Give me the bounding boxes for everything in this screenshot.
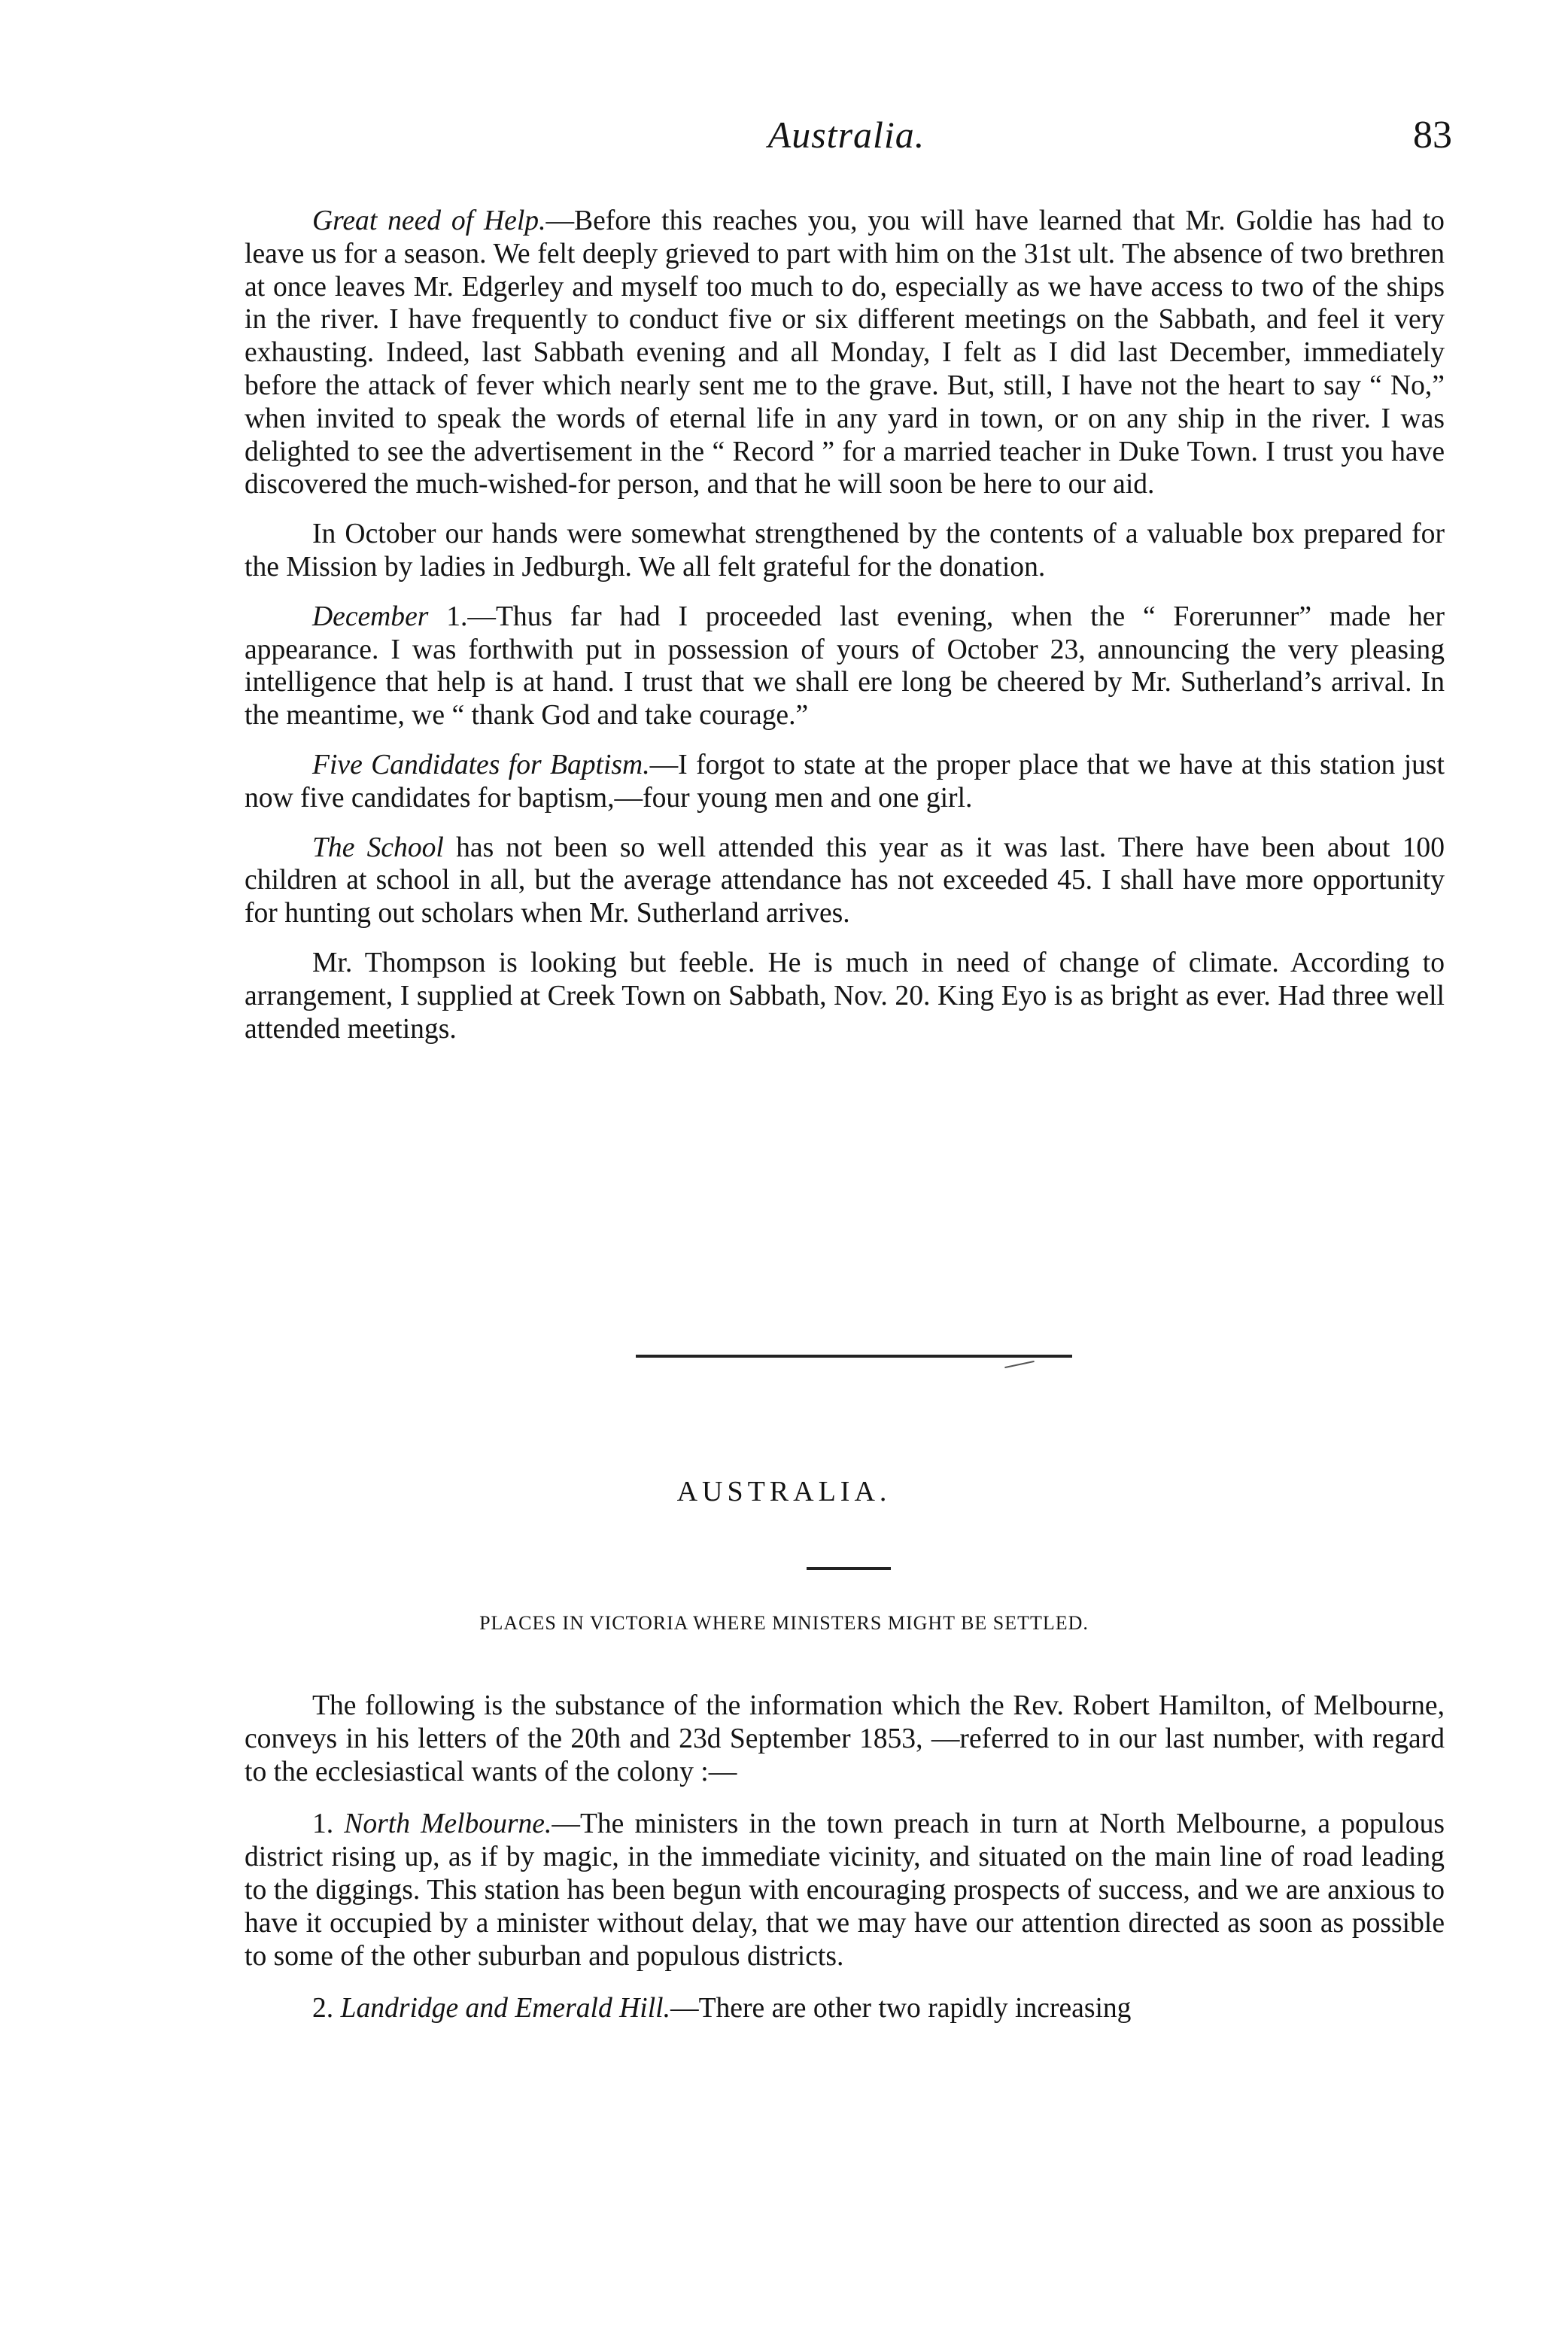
divider-ink-mark	[1004, 1361, 1035, 1368]
paragraph-december-1	[245, 601, 1445, 732]
item-number: 2.	[312, 1993, 341, 2024]
paragraph-text: 1.—Thus far had I proceeded last evening, when the “ Forerunner” made her appearance. I was forthwith put in possession of yours of October 23, announcing the very pleasing intelligence that help is at hand. I trust that we shall ere long be cheered by Mr. Sutherland’s arrival. In the meantime, we “ thank God and take courage.”	[245, 601, 1445, 732]
paragraph-text: —Before this reaches you, you will have learned that Mr. Goldie has had to leave us for a season. We felt deeply grieved to part with him on the 31st ult. The absence of two brethren at once leaves Mr. Edgerley and myself too much to do, especially as we have access to two of the ships in the river. I have frequently to conduct five or six different meetings on the Sabbath, and feel it very exhausting. Indeed, last Sabbath evening and all Monday, I felt as I did last December, immediately before the attack of fever which nearly sent me to the grave. But, still, I have not the heart to say “ No,” when invited to speak the words of eternal life in any yard in town, or on any ship in the river. I was delighted to see the advertisement in the “ Record ” for a married teacher in Duke Town. I trust you have discovered the much-wished-for person, and that he will soon be here to our aid.	[245, 205, 1445, 500]
paragraph-introduction	[245, 1690, 1445, 1788]
paragraph-text: has not been so well attended this year as it was last. There have been about 100 children at school in all, but the average attendance has not exceeded 45. I shall have more opportunity for hunting out scholars when Mr. Sutherland arrives.	[245, 832, 1445, 929]
australia-article	[245, 1690, 1445, 2025]
paragraph-text: —There are other two rapidly increasing	[670, 1993, 1132, 2024]
section-subtitle: PLACES IN VICTORIA WHERE MINISTERS MIGHT BE SETTLED.	[479, 1612, 1089, 1634]
paragraph-lead: North Melbourne.	[344, 1808, 552, 1840]
paragraph-text: —The ministers in the town preach in turn at North Melbourne, a populous district rising up, as if by magic, in the immediate vicinity, and situated on the main line of road leading to the diggings. This station has been begun with encouraging prospects of success, and we are anxious to have it occupied by a minister without delay, that we may have our attention directed as soon as possible to some of the other suburban and populous districts.	[245, 1808, 1445, 1972]
paragraph-lead: The School	[312, 832, 444, 863]
paragraph-lead: Landridge and Emerald Hill.	[340, 1993, 670, 2024]
paragraph-text: In October our hands were somewhat strengthened by the contents of a valuable box prepared for the Mission by ladies in Jedburgh. We all felt grateful for the donation.	[245, 519, 1445, 583]
paragraph-landridge-emerald-hill	[245, 1992, 1445, 2025]
paragraph-candidates-for-baptism	[245, 749, 1445, 815]
section-title: AUSTRALIA.	[676, 1476, 892, 1507]
letter-continuation	[245, 205, 1445, 1045]
item-number: 1.	[312, 1808, 345, 1840]
paragraph-mr-thompson	[245, 947, 1445, 1045]
paragraph-great-need-of-help	[245, 205, 1445, 501]
page-number: 83	[1413, 114, 1452, 157]
title-underline-rule	[807, 1567, 891, 1570]
paragraph-jedburgh-box	[245, 518, 1445, 584]
paragraph-text: Mr. Thompson is looking but feeble. He is much in need of change of climate. According to arrangement, I supplied at Creek Town on Sabbath, Nov. 20. King Eyo is as bright as ever. Had three well attended meetings.	[245, 947, 1445, 1045]
paragraph-text: The following is the substance of the information which the Rev. Robert Hamilton, of Melbourne, conveys in his letters of the 20th and 23d September 1853, —referred to in our last number, with regard to the ecclesiastical wants of the colony :—	[245, 1690, 1445, 1787]
page-header	[241, 113, 1452, 166]
running-head: Australia.	[767, 114, 925, 156]
paragraph-the-school	[245, 832, 1445, 930]
paragraph-lead: Five Candidates for Baptism.	[312, 749, 650, 780]
paragraph-lead: December	[312, 601, 429, 632]
paragraph-north-melbourne	[245, 1808, 1445, 1973]
paragraph-lead: Great need of Help.	[312, 205, 546, 236]
section-divider-rule	[636, 1355, 1072, 1358]
paragraph-text: —I forgot to state at the proper place that we have at this station just now five candidates for baptism,—four young men and one girl.	[245, 749, 1445, 814]
